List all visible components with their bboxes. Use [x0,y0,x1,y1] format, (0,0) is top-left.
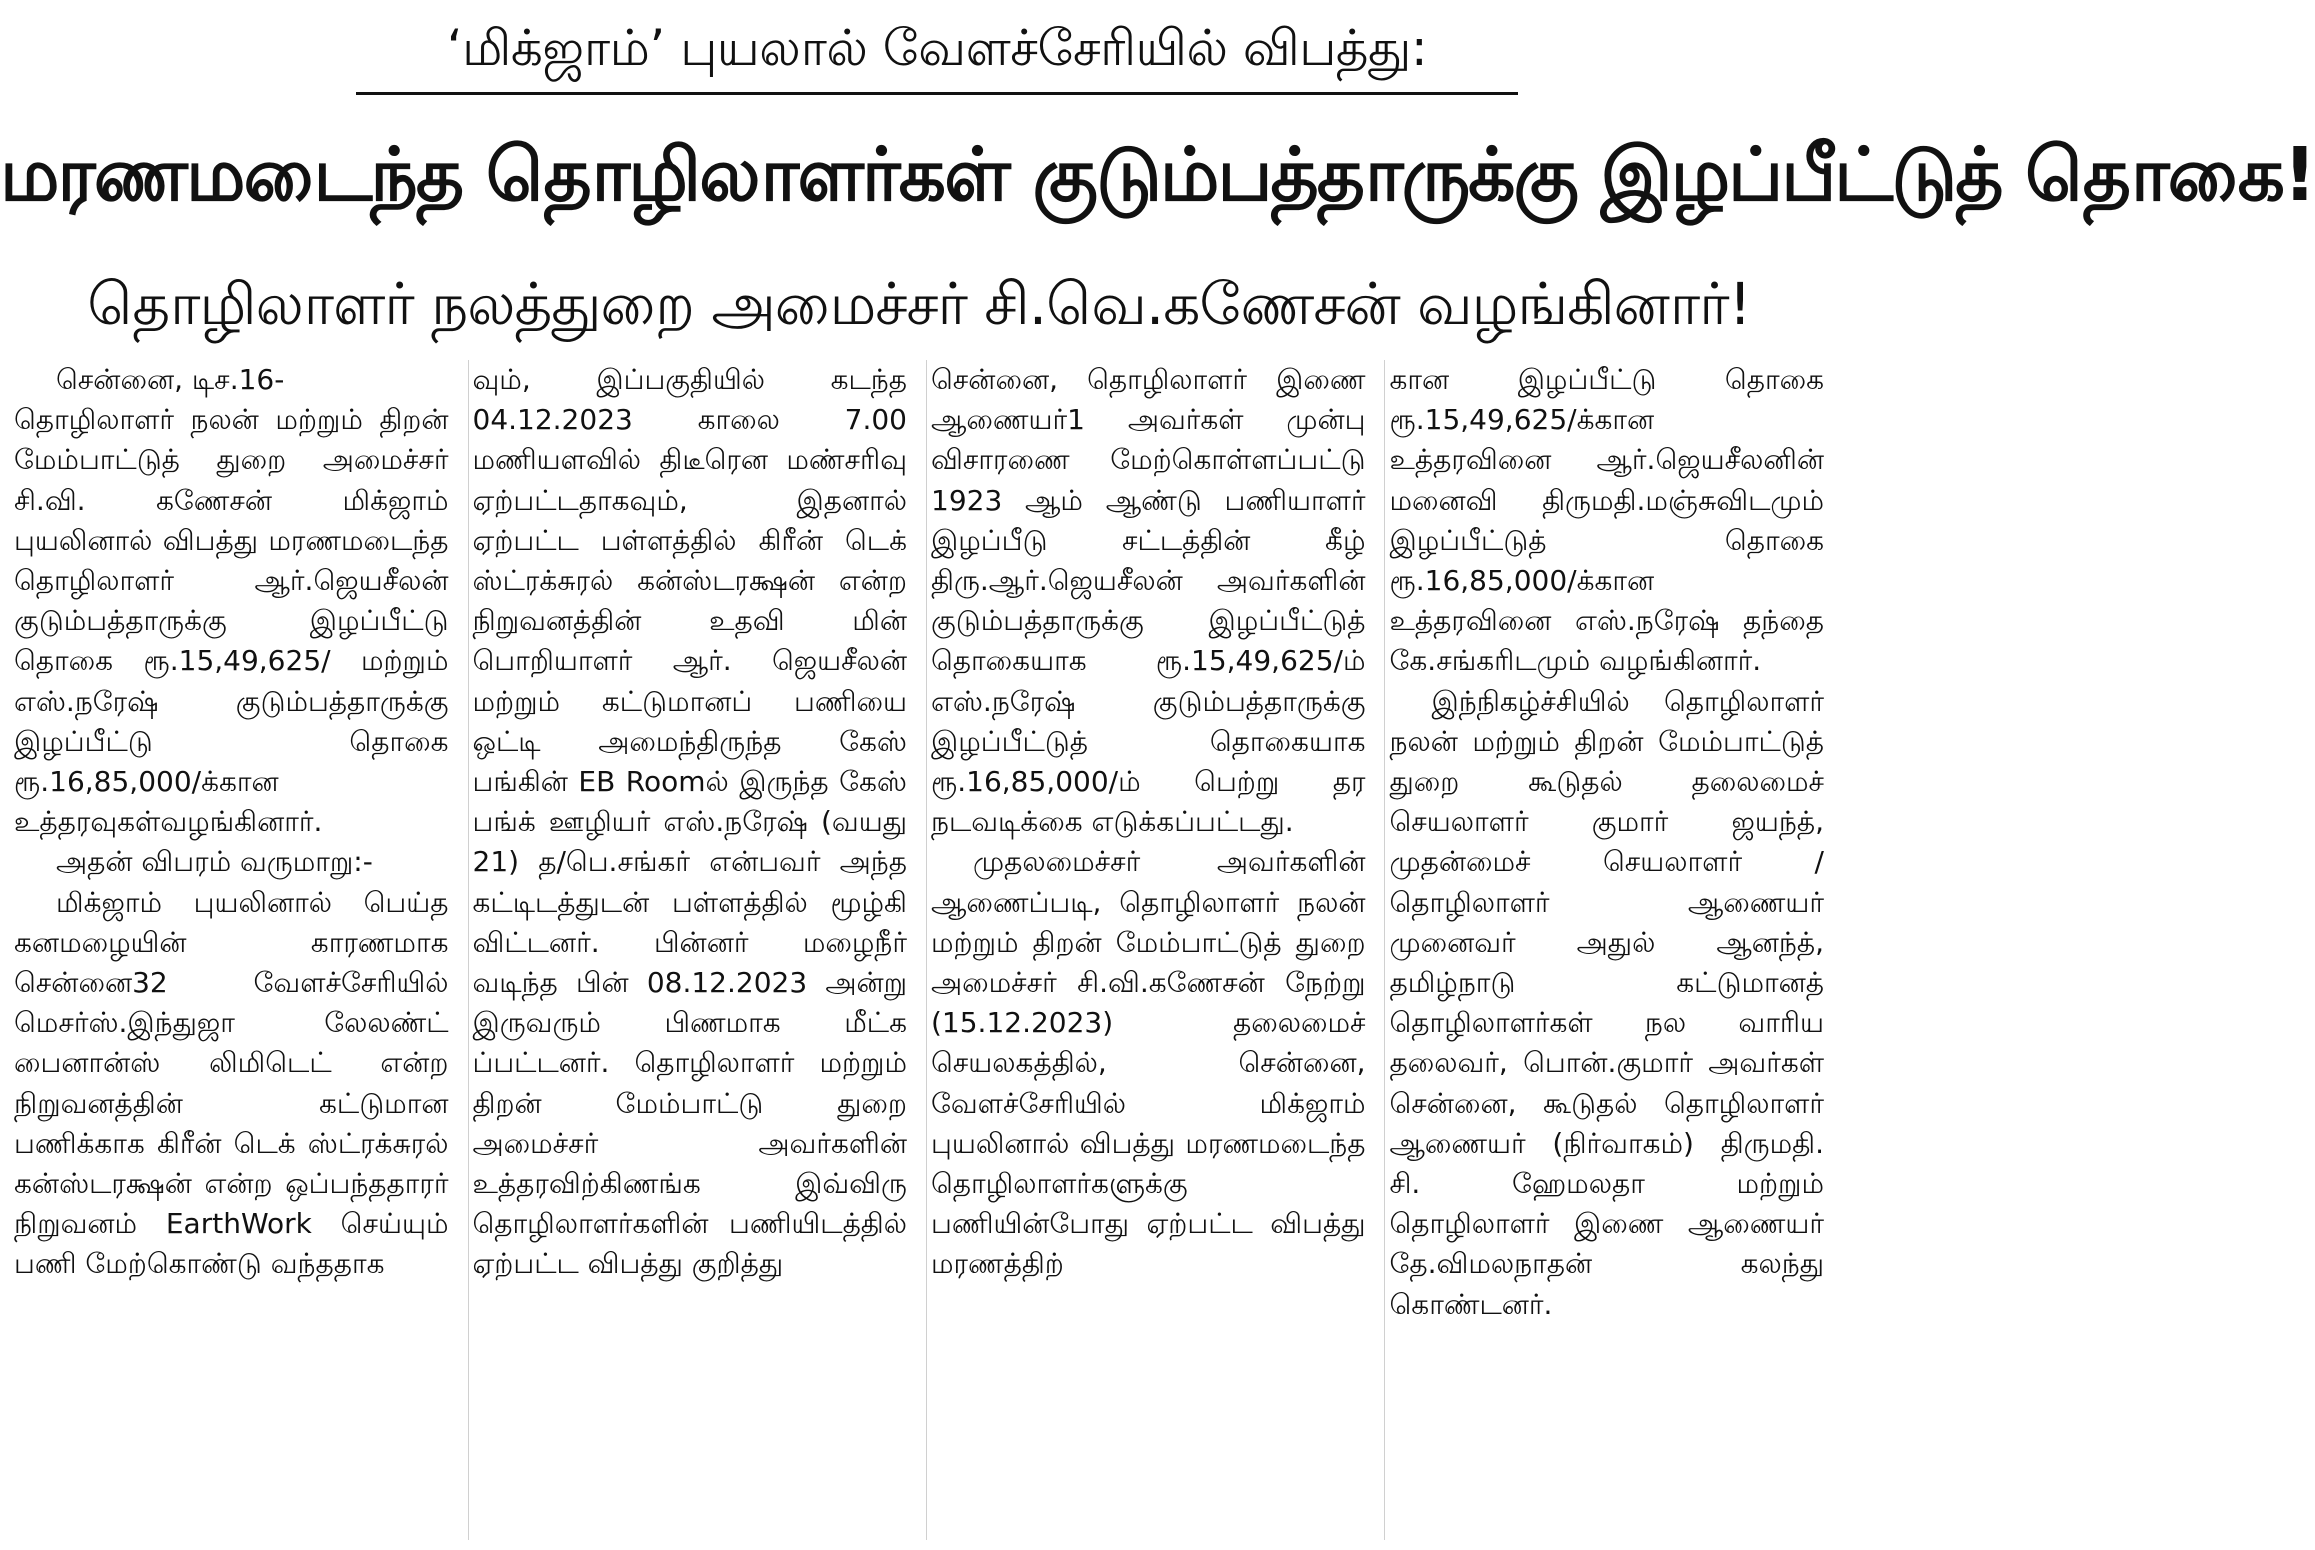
article-column-2 [473,360,908,1540]
column-3-paragraph-2: முதலமைச்சர் அவர்களின் ஆணைப்படி, தொழிலாளர் நலன் மற்றும் திறன் மேம்பாட்டுத் துறை அமைச்சர் சி.வி.கணேசன் நேற்று (15.12.2023) தலைமைச் செயலகத்தில், சென்னை, வேளச்சேரியில் மிக்ஜாம் புயலினால் விபத்து மரணமடைந்த தொழிலாளர்களுக்கு பணியின்போது ஏற்பட்ட விபத்து மரணத்திற் [931,845,1366,1281]
column-3-paragraph-1: சென்னை, தொழிலாளர் இணை ஆணையர்1 அவர்கள் முன்பு விசாரணை மேற்கொள்ளப்பட்டு 1923 ஆம் ஆண்டு பணியாளர் இழப்பீடு சட்டத்தின் கீழ் திரு.ஆர்.ஜெயசீலன் அவர்களின் குடும்பத்தாருக்கு இழப்பீட்டுத் தொகையாக ரூ.15,49,625/ம் எஸ்.நரேஷ் குடும்பத்தாருக்கு இழப்பீட்டுத் தொகையாக ரூ.16,85,000/ம் பெற்று தர நடவடிக்கை எடுக்கப்பட்டது. [931,363,1366,839]
column-1-paragraph-3: அதன் விபரம் வருமாறு:- [56,845,373,879]
article-body [14,360,1824,1540]
main-headline: மரணமடைந்த தொழிலாளர்கள் குடும்பத்தாருக்கு இழப்பீட்டுத் தொகை! [0,132,2315,218]
column-1-paragraph-2: தொழிலாளர் நலன் மற்றும் திறன் மேம்பாட்டுத் துறை அமைச்சர் சி.வி. கணேசன் மிக்ஜாம் புயலினால் விபத்து மரணமடைந்த தொழிலாளர் ஆர்.ஜெயசீலன் குடும்பத்தாருக்கு இழப்பீட்டு தொகை ரூ.15,49,625/ மற்றும் எஸ்.நரேஷ் குடும்பத்தாருக்கு இழப்பீட்டு தொகை ரூ.16,85,000/க்கான உத்தரவுகள்வழங்கினார். [14,403,449,839]
article-column-4 [1390,360,1825,1540]
sub-headline: தொழிலாளர் நலத்துறை அமைச்சர் சி.வெ.கணேசன் வழங்கினார்! [87,270,1751,338]
column-1-paragraph-4: மிக்ஜாம் புயலினால் பெய்த கனமழையின் காரணமாக சென்னை32 வேளச்சேரியில் மெசர்ஸ்.இந்துஜா லேலண்ட் பைனான்ஸ் லிமிடெட் என்ற நிறுவனத்தின் கட்டுமான பணிக்காக கிரீன் டெக் ஸ்ட்ரக்சுரல் கன்ஸ்டரக்ஷன் என்ற ஒப்பந்ததாரர் நிறுவனம் EarthWork செய்யும் பணி மேற்கொண்டு வந்ததாக [14,885,449,1281]
column-4-paragraph-1: கான இழப்பீட்டு தொகை ரூ.15,49,625/க்கான உத்தரவினை ஆர்.ஜெயசீலனின் மனைவி திருமதி.மஞ்சுவிடமும் இழப்பீட்டுத் தொகை ரூ.16,85,000/க்கான உத்தரவினை எஸ்.நரேஷ் தந்தை கே.சங்கரிடமும் வழங்கினார். [1389,363,1824,678]
column-2-paragraph-1: வும், இப்பகுதியில் கடந்த 04.12.2023 காலை 7.00 மணியளவில் திடீரென மண்சரிவு ஏற்பட்டதாகவும், இதனால் ஏற்பட்ட பள்ளத்தில் கிரீன் டெக் ஸ்ட்ரக்சுரல் கன்ஸ்டரக்ஷன் என்ற நிறுவனத்தின் உதவி மின் பொறியாளர் ஆர். ஜெயசீலன் மற்றும் கட்டுமானப் பணியை ஒட்டி அமைந்திருந்த கேஸ் பங்கின் EB Roomல் இருந்த கேஸ் பங்க் ஊழியர் எஸ்.நரேஷ் (வயது 21) த/பெ.சங்கர் என்பவர் அந்த கட்டிடத்துடன் பள்ளத்தில் மூழ்கி விட்டனர். பின்னர் மழைநீர் வடிந்த பின் 08.12.2023 அன்று இருவரும் பிணமாக மீட்க ப்பட்டனர். தொழிலாளர் மற்றும் திறன் மேம்பாட்டு துறை அமைச்சர் அவர்களின் உத்தரவிற்கிணங்க இவ்விரு தொழிலாளர்களின் பணியிடத்தில் ஏற்பட்ட விபத்து குறித்து [472,363,907,1281]
kicker-block [356,8,1518,95]
article-column-1 [14,360,449,1540]
column-1-paragraph-1: சென்னை, டிச.16- [56,363,285,396]
column-divider-1 [468,360,469,1540]
column-divider-2 [926,360,927,1540]
article-column-3 [931,360,1366,1540]
column-divider-3 [1384,360,1385,1540]
kicker-title: ‘மிக்ஜாம்’ புயலால் வேளச்சேரியில் விபத்து: [446,19,1428,77]
column-4-paragraph-2: இந்நிகழ்ச்சியில் தொழிலாளர் நலன் மற்றும் திறன் மேம்பாட்டுத் துறை கூடுதல் தலைமைச் செயலாளர் குமார் ஜயந்த், முதன்மைச் செயலாளர் / தொழிலாளர் ஆணையர் முனைவர் அதுல் ஆனந்த், தமிழ்நாடு கட்டுமானத் தொழிலாளர்கள் நல வாரிய தலைவர், பொன்.குமார் அவர்கள் சென்னை, கூடுதல் தொழிலாளர் ஆணையர் (நிர்வாகம்) திருமதி. சி. ஹேமலதா மற்றும் தொழிலாளர் இணை ஆணையர் தே.விமலநாதன் கலந்து கொண்டனர். [1389,684,1824,1321]
